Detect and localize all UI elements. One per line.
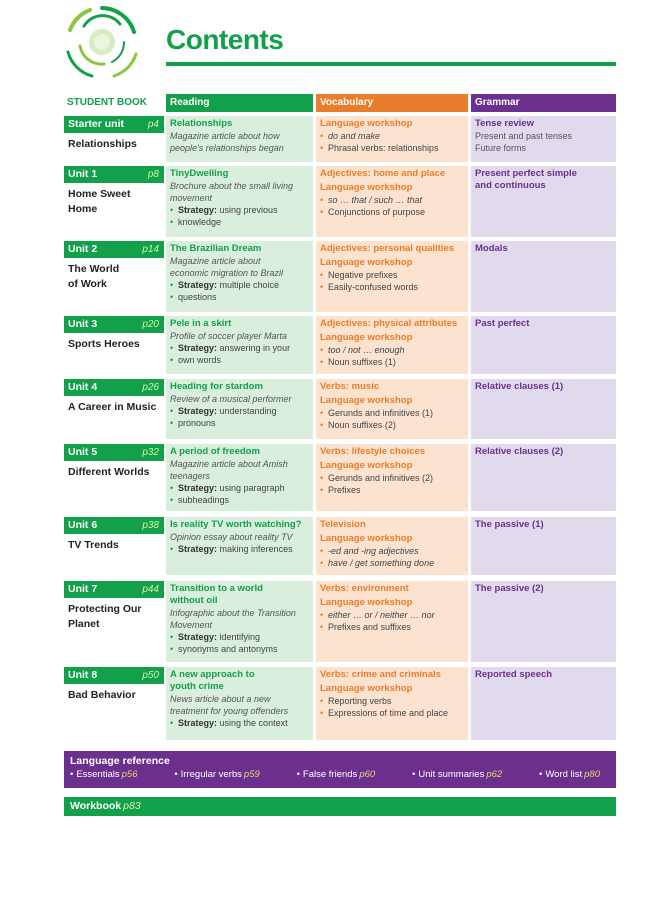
langref-false-friends-link[interactable]: • False friends p60: [296, 769, 376, 780]
unit-name: Protecting Our Planet: [68, 603, 142, 630]
unit-page: p32: [142, 447, 159, 458]
unit-label: Unit 4 p26: [64, 379, 164, 396]
unit-cell[interactable]: [64, 316, 164, 374]
grammar-cell: Relative clauses (2): [471, 444, 616, 511]
unit-row-7[interactable]: [64, 581, 616, 662]
unit-page: p50: [142, 670, 159, 681]
vocabulary-cell: Adjectives: physical attributes Language workshop • too / not … enough • Noun suffixes (1): [316, 316, 468, 374]
vocabulary-cell: Verbs: music Language workshop • Gerunds and infinitives (1) • Noun suffixes (2): [316, 379, 468, 439]
unit-name: The World of Work: [68, 263, 120, 290]
grammar-cell: Relative clauses (1): [471, 379, 616, 439]
vocabulary-cell: Language workshop • do and make • Phrasal verbs: relationships: [316, 116, 468, 162]
unit-page: p20: [142, 319, 159, 330]
reading-cell: Transition to a world without oil Infographic about the Transition Movement • Strategy: identifying • synonyms and antonyms: [166, 581, 313, 662]
page-title: Contents: [166, 24, 284, 55]
grammar-header: Grammar: [471, 94, 616, 112]
unit-page: p14: [142, 244, 159, 255]
unit-page: p38: [142, 520, 159, 531]
reading-header: Reading: [166, 94, 313, 112]
unit-cell[interactable]: [64, 667, 164, 740]
vocabulary-cell: Adjectives: home and place Language workshop • so … that / such … that • Conjunctions of purpose: [316, 166, 468, 237]
unit-name: TV Trends: [68, 539, 119, 551]
reading-cell: The Brazilian Dream Magazine article about economic migration to Brazil • Strategy: multiple choice • questions: [166, 241, 313, 312]
unit-name: A Career in Music: [68, 401, 157, 413]
vocabulary-cell: Adjectives: personal qualities Language workshop • Negative prefixes • Easily-confused words: [316, 241, 468, 312]
unit-label: Unit 7 p44: [64, 581, 164, 598]
unit-cell[interactable]: [64, 581, 164, 662]
unit-name: Sports Heroes: [68, 338, 140, 350]
reading-cell: Is reality TV worth watching? Opinion essay about reality TV • Strategy: making inferences: [166, 517, 313, 575]
reading-cell: Heading for stardom Review of a musical performer • Strategy: understanding • pronouns: [166, 379, 313, 439]
unit-row-2[interactable]: [64, 241, 616, 312]
unit-row-1[interactable]: [64, 166, 616, 237]
grammar-cell: The passive (2): [471, 581, 616, 662]
unit-label: Starter unit p4: [64, 116, 164, 133]
student-book-header: STUDENT BOOK: [67, 97, 147, 108]
vocabulary-cell: Television Language workshop • -ed and -ing adjectives • have / get something done: [316, 517, 468, 575]
unit-label: Unit 3 p20: [64, 316, 164, 333]
vocabulary-cell: Verbs: lifestyle choices Language workshop • Gerunds and infinitives (2) • Prefixes: [316, 444, 468, 511]
contents-logo-icon: [62, 2, 158, 80]
langref-unit-summaries-link[interactable]: • Unit summaries p62: [412, 769, 503, 780]
unit-name: Bad Behavior: [68, 689, 136, 701]
unit-label: Unit 1 p8: [64, 166, 164, 183]
unit-label: Unit 8 p50: [64, 667, 164, 684]
langref-irregular-verbs-link[interactable]: • Irregular verbs p59: [174, 769, 260, 780]
langref-word-list-link[interactable]: • Word list p80: [539, 769, 600, 780]
language-reference-title: Language reference: [70, 755, 170, 767]
unit-label: Unit 5 p32: [64, 444, 164, 461]
unit-page: p26: [142, 382, 159, 393]
unit-page: p44: [142, 584, 159, 595]
unit-row-8[interactable]: [64, 667, 616, 740]
unit-row-4[interactable]: [64, 379, 616, 439]
grammar-cell: Present perfect simple and continuous: [471, 166, 616, 237]
reading-cell: A new approach to youth crime News article about a new treatment for young offenders • Strategy: using the context: [166, 667, 313, 740]
unit-cell[interactable]: [64, 166, 164, 237]
grammar-cell: The passive (1): [471, 517, 616, 575]
vocabulary-cell: Verbs: crime and criminals Language workshop • Reporting verbs • Expressions of time and place: [316, 667, 468, 740]
unit-cell[interactable]: [64, 116, 164, 162]
unit-label: Unit 6 p38: [64, 517, 164, 534]
language-reference-bar: [64, 751, 616, 788]
unit-row-6[interactable]: [64, 517, 616, 575]
unit-cell[interactable]: [64, 517, 164, 575]
langref-essentials-link[interactable]: • Essentials p56: [70, 769, 138, 780]
unit-row-starter[interactable]: [64, 116, 616, 162]
reading-cell: A period of freedom Magazine article about Amish teenagers • Strategy: using paragraph • subheadings: [166, 444, 313, 511]
unit-label: Unit 2 p14: [64, 241, 164, 258]
grammar-cell: Modals: [471, 241, 616, 312]
unit-row-3[interactable]: [64, 316, 616, 374]
unit-name: Home Sweet Home: [68, 188, 131, 215]
reading-cell: TinyDwelling Brochure about the small living movement • Strategy: using previous • knowledge: [166, 166, 313, 237]
unit-cell[interactable]: [64, 241, 164, 312]
unit-page: p4: [147, 119, 159, 130]
unit-row-5[interactable]: [64, 444, 616, 511]
grammar-cell: Reported speech: [471, 667, 616, 740]
unit-cell[interactable]: [64, 379, 164, 439]
reading-cell: Relationships Magazine article about how people's relationships began: [166, 116, 313, 162]
workbook-page: p83: [123, 800, 141, 812]
vocabulary-header: Vocabulary: [316, 94, 468, 112]
unit-cell[interactable]: [64, 444, 164, 511]
unit-name: Relationships: [68, 138, 137, 150]
reading-cell: Pele in a skirt Profile of soccer player Marta • Strategy: answering in your • own words: [166, 316, 313, 374]
grammar-cell: Past perfect: [471, 316, 616, 374]
title-underline: [166, 62, 616, 66]
vocabulary-cell: Verbs: environment Language workshop • either … or / neither … nor • Prefixes and suffixes: [316, 581, 468, 662]
unit-name: Different Worlds: [68, 466, 150, 478]
grammar-cell: Tense review Present and past tenses Future forms: [471, 116, 616, 162]
unit-page: p8: [147, 169, 159, 180]
workbook-bar[interactable]: Workbook p83: [64, 797, 616, 816]
